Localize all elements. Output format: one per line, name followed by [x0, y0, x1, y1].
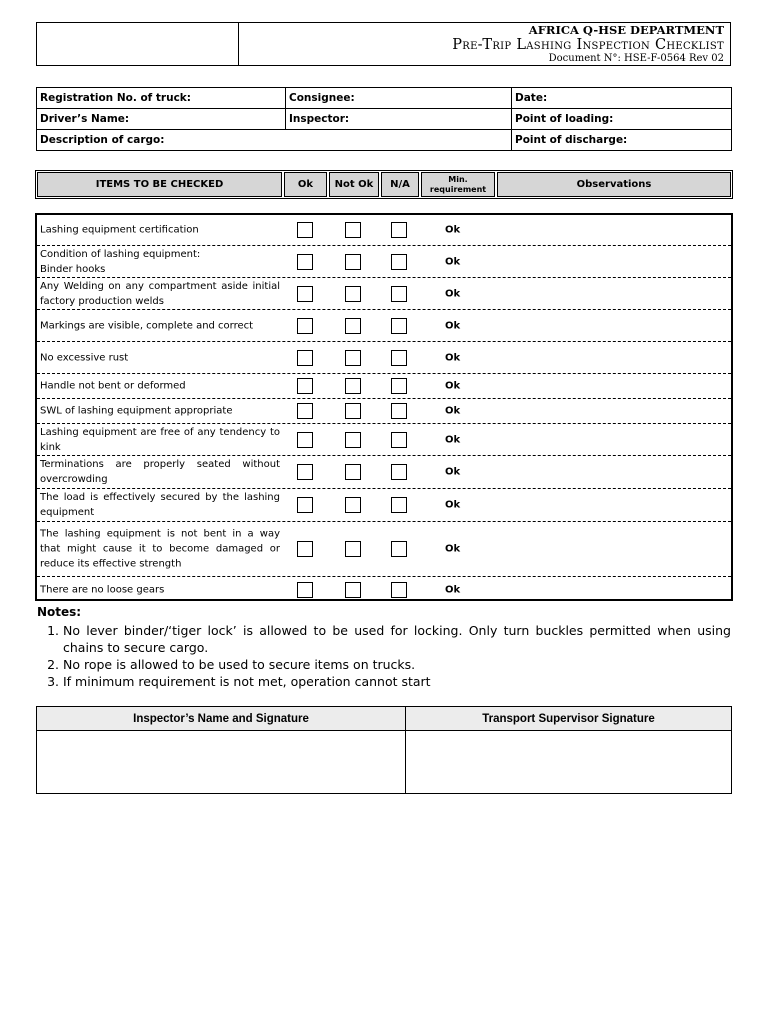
min-requirement-value: Ok	[445, 320, 461, 331]
checklist-row	[37, 577, 731, 603]
ok-checkbox[interactable]	[297, 318, 313, 334]
loading-point-field[interactable]: Point of loading:	[512, 109, 732, 130]
checklist-row	[37, 374, 731, 399]
observations-cell[interactable]	[477, 424, 731, 455]
observations-cell[interactable]	[477, 215, 731, 245]
inspector-signature-header: Inspector’s Name and Signature	[37, 707, 406, 731]
not-ok-checkbox[interactable]	[345, 403, 361, 419]
column-ok: Ok	[284, 172, 327, 197]
not-ok-checkbox[interactable]	[345, 497, 361, 513]
trip-info-table	[36, 87, 732, 151]
na-checkbox[interactable]	[391, 286, 407, 302]
checklist-row	[37, 456, 731, 489]
na-checkbox[interactable]	[391, 497, 407, 513]
min-requirement-value: Ok	[445, 499, 461, 511]
column-min-requirement: Min. requirement	[421, 172, 495, 197]
date-field[interactable]: Date:	[512, 88, 732, 109]
item-label: Lashing equipment certification	[40, 224, 199, 236]
checklist-row	[37, 522, 731, 577]
ok-checkbox[interactable]	[297, 286, 313, 302]
not-ok-checkbox[interactable]	[345, 378, 361, 394]
checklist-row	[37, 424, 731, 456]
ok-checkbox[interactable]	[297, 541, 313, 557]
checklist-row	[37, 278, 731, 310]
not-ok-checkbox[interactable]	[345, 254, 361, 270]
page-title: Pre-Trip Lashing Inspection Checklist	[452, 37, 724, 53]
min-requirement-value: Ok	[445, 288, 461, 299]
observations-cell[interactable]	[477, 522, 731, 576]
checklist-row	[37, 489, 731, 522]
observations-cell[interactable]	[477, 310, 731, 341]
min-requirement-value: Ok	[445, 256, 461, 267]
checklist-items	[35, 213, 733, 601]
not-ok-checkbox[interactable]	[345, 464, 361, 480]
min-requirement-value: Ok	[445, 224, 461, 236]
column-items: ITEMS TO BE CHECKED	[37, 172, 282, 197]
observations-cell[interactable]	[477, 278, 731, 309]
cargo-description-field[interactable]: Description of cargo:	[37, 130, 512, 151]
not-ok-checkbox[interactable]	[345, 541, 361, 557]
supervisor-signature-box[interactable]	[406, 731, 732, 794]
logo-box	[37, 23, 239, 65]
min-requirement-value: Ok	[445, 584, 461, 596]
observations-cell[interactable]	[477, 246, 731, 277]
not-ok-checkbox[interactable]	[345, 318, 361, 334]
checklist-row	[37, 342, 731, 374]
registration-field[interactable]: Registration No. of truck:	[37, 88, 286, 109]
checklist-row	[37, 310, 731, 342]
min-requirement-value: Ok	[445, 466, 461, 478]
inspector-signature-box[interactable]	[37, 731, 406, 794]
supervisor-signature-header: Transport Supervisor Signature	[406, 707, 732, 731]
na-checkbox[interactable]	[391, 432, 407, 448]
item-label: No excessive rust	[40, 352, 129, 363]
item-label: There are no loose gears	[40, 584, 165, 596]
inspector-field[interactable]: Inspector:	[286, 109, 512, 130]
note-item: 2. No rope is allowed to be used to secure items on trucks.	[63, 656, 731, 673]
na-checkbox[interactable]	[391, 541, 407, 557]
column-observations: Observations	[497, 172, 731, 197]
min-requirement-value: Ok	[445, 543, 461, 555]
not-ok-checkbox[interactable]	[345, 432, 361, 448]
ok-checkbox[interactable]	[297, 378, 313, 394]
ok-checkbox[interactable]	[297, 403, 313, 419]
observations-cell[interactable]	[477, 399, 731, 423]
checklist-row	[37, 246, 731, 278]
na-checkbox[interactable]	[391, 464, 407, 480]
na-checkbox[interactable]	[391, 254, 407, 270]
na-checkbox[interactable]	[391, 318, 407, 334]
na-checkbox[interactable]	[391, 350, 407, 366]
ok-checkbox[interactable]	[297, 497, 313, 513]
ok-checkbox[interactable]	[297, 582, 313, 598]
observations-cell[interactable]	[477, 456, 731, 488]
not-ok-checkbox[interactable]	[345, 350, 361, 366]
checklist-row	[37, 215, 731, 246]
column-na: N/A	[381, 172, 419, 197]
item-label: Condition of lashing equipment: Binder hooks	[40, 248, 201, 275]
observations-cell[interactable]	[477, 374, 731, 398]
checklist-header	[35, 170, 733, 199]
column-not-ok: Not Ok	[329, 172, 379, 197]
item-label: The load is effectively secured by the lashing equipment	[40, 492, 280, 518]
item-label: Handle not bent or deformed	[40, 380, 186, 392]
item-label: The lashing equipment is not bent in a way that might cause it to become damaged or reduce its effective strength	[40, 528, 280, 570]
item-label: Any Welding on any compartment aside initial factory production welds	[40, 280, 280, 307]
ok-checkbox[interactable]	[297, 432, 313, 448]
not-ok-checkbox[interactable]	[345, 582, 361, 598]
item-label: Terminations are properly seated without overcrowding	[40, 459, 280, 485]
signature-table	[36, 706, 732, 794]
observations-cell[interactable]	[477, 577, 731, 603]
min-requirement-value: Ok	[445, 352, 461, 363]
na-checkbox[interactable]	[391, 222, 407, 238]
item-label: Markings are visible, complete and correct	[40, 320, 254, 331]
item-label: SWL of lashing equipment appropriate	[40, 405, 233, 417]
consignee-field[interactable]: Consignee:	[286, 88, 512, 109]
na-checkbox[interactable]	[391, 378, 407, 394]
min-requirement-value: Ok	[445, 405, 461, 417]
checklist-row	[37, 399, 731, 424]
observations-cell[interactable]	[477, 489, 731, 521]
na-checkbox[interactable]	[391, 582, 407, 598]
header-text	[239, 23, 730, 65]
discharge-point-field[interactable]: Point of discharge:	[512, 130, 732, 151]
item-label: Lashing equipment are free of any tendency to kink	[40, 426, 280, 453]
department-name: AFRICA Q-HSE DEPARTMENT	[528, 23, 724, 37]
ok-checkbox[interactable]	[297, 350, 313, 366]
notes-section	[37, 604, 731, 690]
ok-checkbox[interactable]	[297, 464, 313, 480]
not-ok-checkbox[interactable]	[345, 286, 361, 302]
ok-checkbox[interactable]	[297, 222, 313, 238]
min-requirement-value: Ok	[445, 434, 461, 445]
notes-list	[37, 622, 731, 690]
note-item: 1. No lever binder/‘tiger lock’ is allowed to be used for locking. Only turn buckles permitted when using chains to secure cargo.	[63, 622, 731, 656]
na-checkbox[interactable]	[391, 403, 407, 419]
not-ok-checkbox[interactable]	[345, 222, 361, 238]
driver-name-field[interactable]: Driver’s Name:	[37, 109, 286, 130]
notes-title: Notes:	[37, 605, 82, 619]
document-number: Document N°: HSE-F-0564 Rev 02	[548, 53, 724, 64]
note-item: 3. If minimum requirement is not met, operation cannot start	[63, 673, 731, 690]
observations-cell[interactable]	[477, 342, 731, 373]
document-header	[36, 22, 731, 66]
min-requirement-value: Ok	[445, 380, 461, 392]
ok-checkbox[interactable]	[297, 254, 313, 270]
